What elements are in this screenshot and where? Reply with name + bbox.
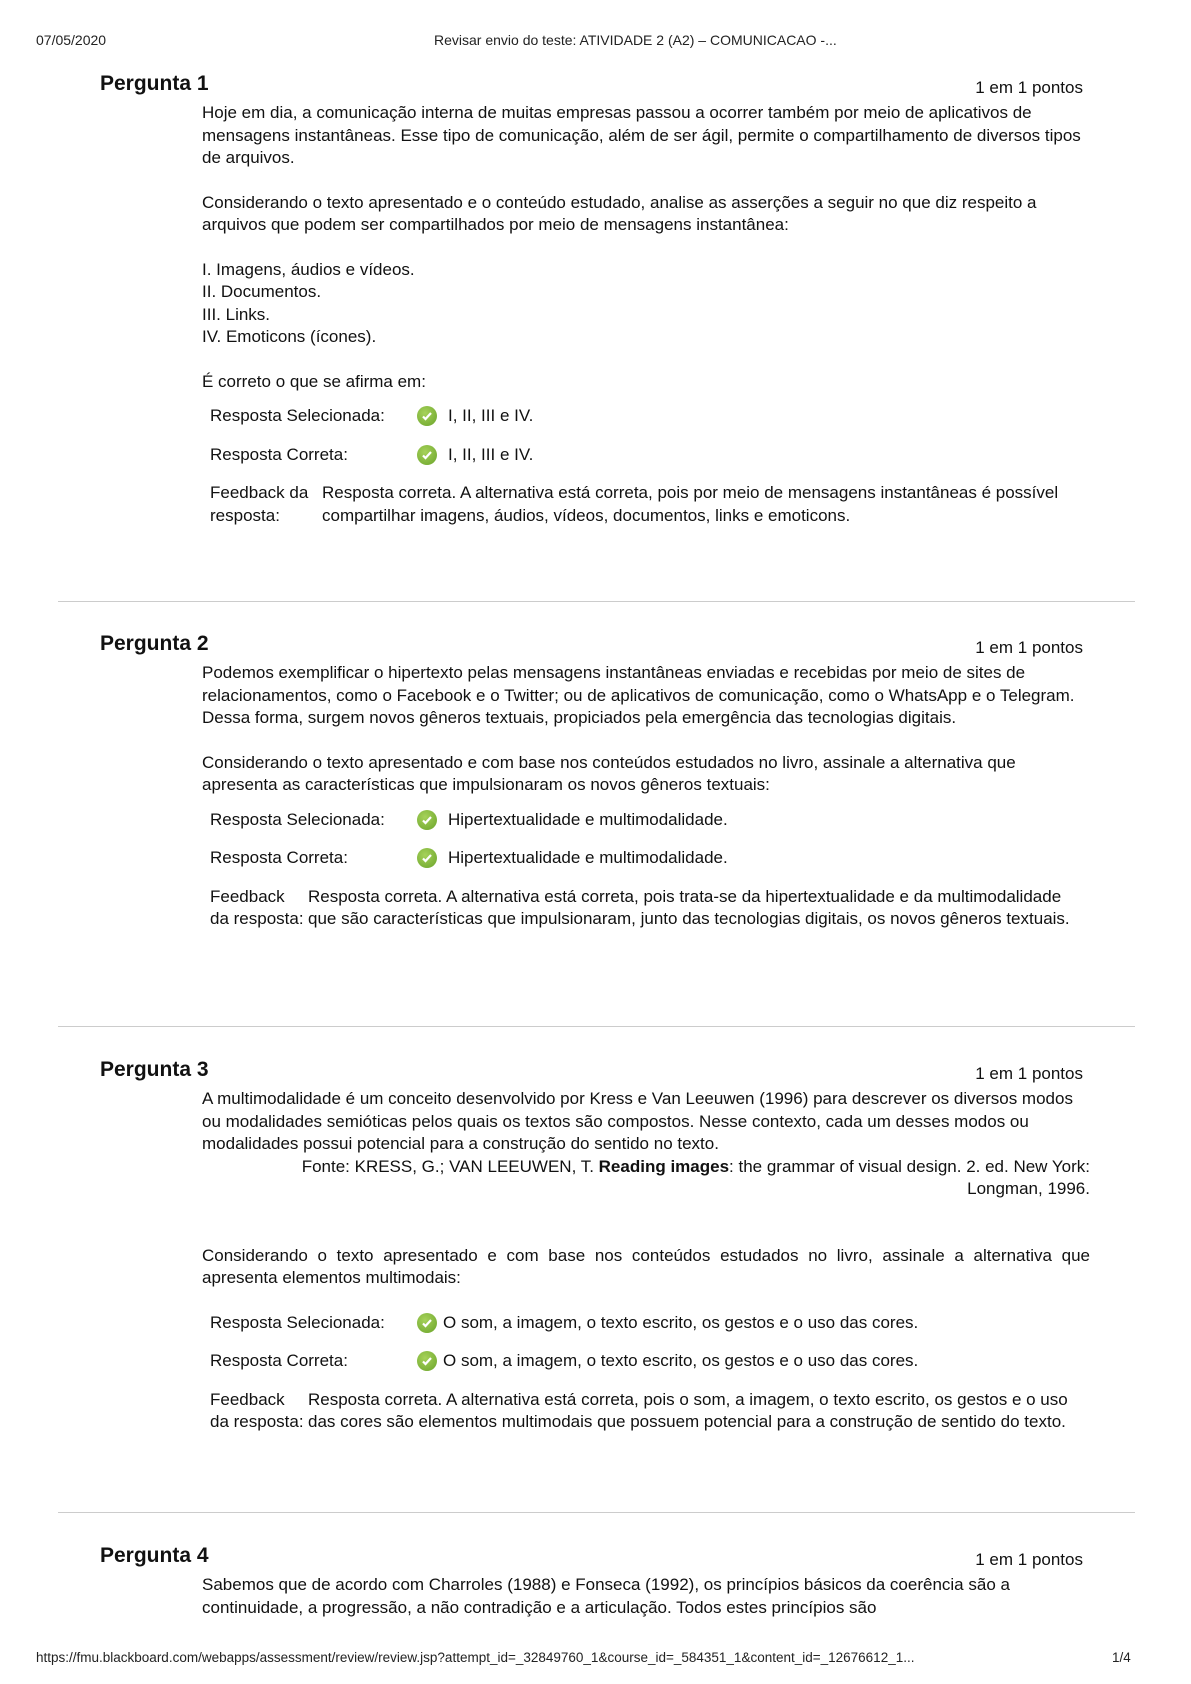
selected-answer-label: Resposta Selecionada: — [210, 809, 385, 829]
question-text: Sabemos que de acordo com Charroles (1988) e Fonseca (1992), os princípios básicos da coerência são a continuidade, a progressão, a não contradição e a articulação. Todos estes princípios são — [202, 1575, 1010, 1617]
question-prompt: Considerando o texto apresentado e o conteúdo estudado, analise as asserções a seguir no que diz respeito a arquivos que podem ser compartilhados por meio de mensagens instantânea: — [202, 192, 1037, 234]
assertion-item: I. Imagens, áudios e vídeos. — [202, 259, 415, 279]
question-prompt: Considerando o texto apresentado e com base nos conteúdos estudados no livro, assinale a alternativa que apresenta as características que impulsionaram os novos gêneros textuais: — [202, 752, 1016, 794]
correct-answer-text: I, II, III e IV. — [448, 444, 534, 464]
page-url: https://fmu.blackboard.com/webapps/assessment/review/review.jsp?attempt_id=_32849760_1&course_id=_584351_1&content_id=_12676612_1... — [36, 1650, 915, 1665]
source-citation — [232, 1156, 1090, 1201]
question-title: Pergunta 3 — [100, 1058, 209, 1081]
selected-answer — [210, 809, 1092, 832]
feedback — [210, 886, 1092, 931]
correct-answer-label: Resposta Correta: — [210, 848, 348, 867]
correct-answer — [210, 444, 1092, 467]
feedback-text: Resposta correta. A alternativa está correta, pois o som, a imagem, o texto escrito, os gestos e o uso das cores são elementos multimodais que possuem potencial para a construção de sentido do texto. — [308, 1389, 1068, 1431]
assertion-item: IV. Emoticons (ícones). — [202, 327, 377, 346]
question-points: 1 em 1 pontos — [975, 638, 1083, 657]
feedback — [210, 1389, 1090, 1434]
selected-answer-text: O som, a imagem, o texto escrito, os gestos e o uso das cores. — [443, 1312, 919, 1332]
check-icon — [417, 848, 437, 868]
question-title: Pergunta 4 — [100, 1544, 209, 1567]
correct-answer-label: Resposta Correta: — [210, 444, 348, 464]
correct-answer-text: Hipertextualidade e multimodalidade. — [448, 848, 728, 867]
feedback-text: Resposta correta. A alternativa está correta, pois trata-se da hipertextualidade e da multimodalidade que são características que impulsionaram, junto das tecnologias digitais, os novos gêneros textuais. — [308, 886, 1070, 928]
source-text: Fonte: KRESS, G.; VAN LEEUWEN, T. — [301, 1156, 599, 1176]
divider — [58, 1026, 1135, 1027]
question-title: Pergunta 2 — [100, 632, 209, 655]
question-prompt: É correto o que se afirma em: — [202, 371, 426, 391]
selected-answer — [210, 405, 1092, 428]
page-title: Revisar envio do teste: ATIVIDADE 2 (A2) – COMUNICACAO -... — [434, 32, 837, 48]
divider — [58, 601, 1135, 602]
selected-answer — [210, 1312, 1090, 1335]
page-number: 1/4 — [1112, 1650, 1131, 1665]
correct-answer-label: Resposta Correta: — [210, 1351, 348, 1370]
check-icon — [417, 445, 437, 465]
assertion-item: III. Links. — [202, 304, 271, 324]
source-text: : the grammar of visual design. 2. ed. New York: Longman, 1996. — [729, 1156, 1090, 1198]
selected-answer-label: Resposta Selecionada: — [210, 1312, 385, 1332]
check-icon — [417, 810, 437, 830]
question-text: A multimodalidade é um conceito desenvolvido por Kress e Van Leeuwen (1996) para descrever os diversos modos ou modalidades semióticas pelos quais os textos são compostos. Nesse contexto, cada um desses modos ou modalidades possui potencial para a construção do sentido no texto. — [202, 1089, 1073, 1153]
source-title: Reading images — [598, 1156, 730, 1176]
question-points: 1 em 1 pontos — [975, 1550, 1083, 1569]
feedback-label: Feedback da resposta: — [210, 886, 304, 928]
feedback — [210, 482, 1092, 527]
selected-answer-text: Hipertextualidade e multimodalidade. — [448, 809, 728, 829]
feedback-label: Feedback da resposta: — [210, 483, 309, 525]
question-text: Hoje em dia, a comunicação interna de muitas empresas passou a ocorrer também por meio de aplicativos de mensagens instantâneas. Esse tipo de comunicação, além de ser ágil, permite o compartilhamento de diversos tipos de arquivos. — [202, 103, 1081, 167]
question-points: 1 em 1 pontos — [975, 78, 1083, 97]
selected-answer-text: I, II, III e IV. — [448, 406, 534, 425]
feedback-text: Resposta correta. A alternativa está correta, pois por meio de mensagens instantâneas é possível compartilhar imagens, áudios, vídeos, documentos, links e emoticons. — [322, 483, 1059, 525]
question-points: 1 em 1 pontos — [975, 1064, 1083, 1083]
question-prompt: Considerando o texto apresentado e com base nos conteúdos estudados no livro, assinale a alternativa que apresenta elementos multimodais: — [202, 1245, 1090, 1287]
print-date: 07/05/2020 — [36, 32, 107, 48]
assertion-item: II. Documentos. — [202, 282, 322, 301]
selected-answer-label: Resposta Selecionada: — [210, 406, 385, 425]
correct-answer — [210, 847, 1092, 870]
check-icon — [417, 1313, 437, 1333]
question-text: Podemos exemplificar o hipertexto pelas mensagens instantâneas enviadas e recebidas por meio de sites de relacionamentos, como o Facebook e o Twitter; ou de aplicativos de comunicação, como o WhatsApp e o Telegram. Dessa forma, surgem novos gêneros textuais, propiciados pela emergência das tecnologias digitais. — [202, 663, 1075, 727]
check-icon — [417, 406, 437, 426]
feedback-label: Feedback da resposta: — [210, 1389, 304, 1431]
question-title: Pergunta 1 — [100, 72, 209, 95]
correct-answer-text: O som, a imagem, o texto escrito, os gestos e o uso das cores. — [443, 1351, 919, 1370]
correct-answer — [210, 1350, 1090, 1373]
check-icon — [417, 1351, 437, 1371]
divider — [58, 1512, 1135, 1513]
